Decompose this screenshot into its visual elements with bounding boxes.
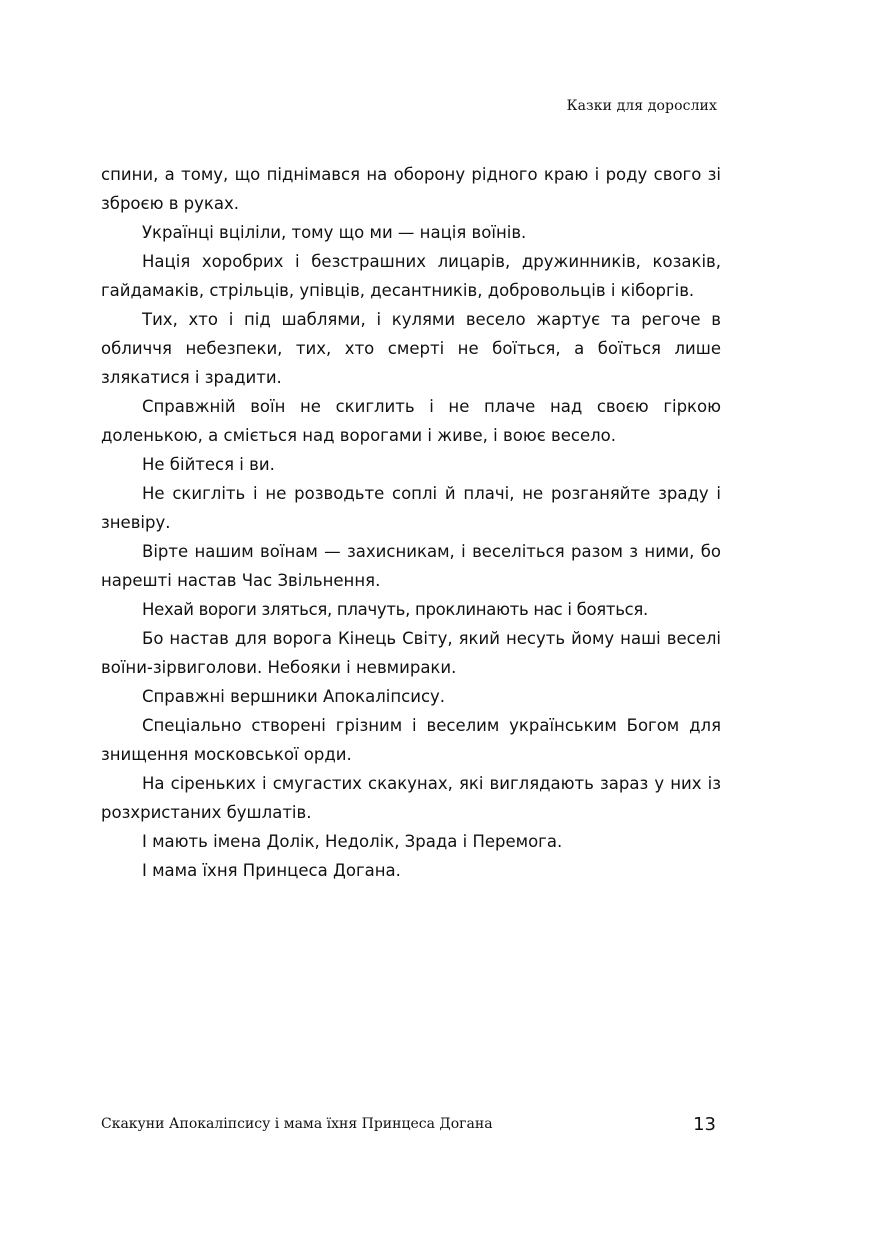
paragraph: Спеціально створені грізним і веселим українським Богом для знищення московської орди. — [101, 716, 721, 764]
page-number: 13 — [693, 1114, 716, 1135]
paragraph: Не бійтеся і ви. — [142, 455, 275, 474]
story-text — [101, 160, 721, 885]
paragraph: Тих, хто і під шаблями, і кулями весело жартує та регоче в обличчя небезпеки, тих, хто смерті не боїться, а боїться лише злякатися і зрадити. — [101, 310, 721, 387]
footer-story-title: Скакуни Апокаліпсису і мама їхня Принцеса Догана — [101, 1116, 493, 1132]
running-header-title: Казки для дорослих — [566, 98, 717, 114]
paragraph: На сіреньких і смугастих скакунах, які виглядають зараз у них із розхристаних бушлатів. — [101, 774, 721, 822]
paragraph: Вірте нашим воїнам — захисникам, і веселіться разом з ними, бо нарешті настав Час Звільнення. — [101, 542, 721, 590]
paragraph: Справжні вершники Апокаліпсису. — [142, 687, 446, 706]
paragraph: Не скигліть і не розводьте соплі й плачі, не розганяйте зраду і зневіру. — [101, 484, 721, 532]
paragraph: І мають імена Долік, Недолік, Зрада і Перемога. — [142, 832, 563, 851]
paragraph: спини, а тому, що піднімався на оборону рідного краю і роду свого зі зброєю в руках. — [101, 165, 721, 213]
paragraph: Українці вціліли, тому що ми — нація воїнів. — [142, 223, 527, 242]
paragraph: Нехай вороги зляться, плачуть, проклинають нас і бояться. — [142, 600, 648, 619]
paragraph: Нація хоробрих і безстрашних лицарів, дружинників, козаків, гайдамаків, стрільців, упівців, десантників, добровольців і кіборгів. — [101, 252, 721, 300]
paragraph: Бо настав для ворога Кінець Світу, який несуть йому наші веселі воїни-зірвиголови. Небояки і невмираки. — [101, 629, 721, 677]
paragraph: Справжній воїн не скиглить і не плаче над своєю гіркою доленькою, а сміється над ворогами і живе, і воює весело. — [101, 397, 721, 445]
paragraph: І мама їхня Принцеса Догана. — [142, 861, 401, 880]
